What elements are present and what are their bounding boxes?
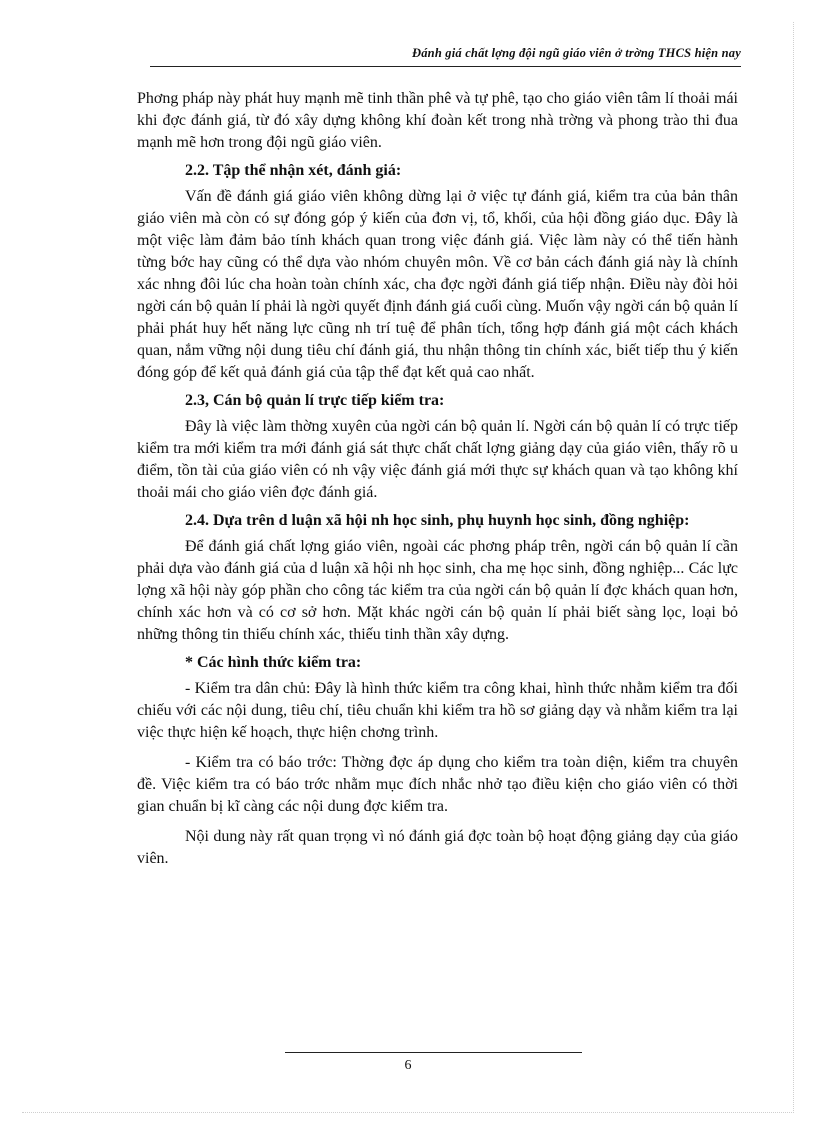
footer-divider [285, 1052, 582, 1053]
page-number: 6 [404, 1058, 412, 1073]
paragraph-7: Nội dung này rất quan trọng vì nó đánh giá đợc toàn bộ hoạt động giảng dạy của giáo viên. [137, 828, 738, 867]
heading-2-3: 2.3, Cán bộ quản lí trực tiếp kiểm tra: [185, 392, 445, 409]
paragraph-6: - Kiểm tra có báo trớc: Thờng đợc áp dụng cho kiểm tra toàn diện, kiểm tra chuyên đề. Việc kiểm tra có báo trớc nhằm mục đích nhắc nhở tạo điều kiện cho giáo viên có thời gian chuẩn bị kĩ càng các nội dung đợc kiểm tra. [137, 754, 738, 815]
heading-2-4: 2.4. Dựa trên d luận xã hội nh học sinh, phụ huynh học sinh, đồng nghiệp: [185, 512, 690, 529]
heading-2-2: 2.2. Tập thể nhận xét, đánh giá: [185, 162, 402, 179]
paragraph-5: - Kiểm tra dân chủ: Đây là hình thức kiểm tra công khai, hình thức nhằm kiểm tra đối chiếu với các nội dung, tiêu chí, tiêu chuẩn khi kiểm tra hồ sơ giảng dạy và nhằm kiểm tra lại việc thực hiện kế hoạch, thực hiện chơng trình. [137, 680, 738, 741]
paragraph-2: Vấn đề đánh giá giáo viên không dừng lại ở việc tự đánh giá, kiểm tra của bản thân giáo viên mà còn có sự đóng góp ý kiến của đơn vị, tổ, khối, của hội đồng giáo dục. Đây là một việc làm đảm bảo tính khách quan trong việc đánh giá. Việc làm này có thể tiến hành từng bớc hay cũng có thể dựa vào nhóm chuyên môn. Về cơ bản cách đánh giá này là chính xác nhng đôi lúc cha hoàn toàn chính xác, cha đợc ngời đánh giá tiếp nhận. Điều này đòi hỏi ngời cán bộ quản lí phải là ngời quyết định đánh giá cuối cùng. Muốn vậy ngời cán bộ quản lí phải phát huy hết năng lực cũng nh trí tuệ để phân tích, tổng hợp đánh giá một cách khách quan, nắm vững nội dung tiêu chí đánh giá, thu nhận thông tin chính xác, biết tiếp thu ý kiến đóng góp để kết quả đánh giá của tập thể đạt kết quả cao nhất. [137, 188, 738, 381]
running-header: Đánh giá chất lợng đội ngũ giáo viên ở trờng THCS hiện nay [150, 46, 741, 67]
paragraph-4: Để đánh giá chất lợng giáo viên, ngoài các phơng pháp trên, ngời cán bộ quản lí cần phải dựa vào đánh giá của d luận xã hội nh học sinh, cha mẹ học sinh, đồng nghiệp... Các lực lợng xã hội này góp phần cho công tác kiểm tra của ngời cán bộ quản lí đợc khách quan hơn, chính xác hơn và có cơ sở hơn. Mặt khác ngời cán bộ quản lí phải biết sàng lọc, loại bỏ những thông tin thiếu chính xác, thiếu tinh thần xây dựng. [137, 538, 738, 643]
paragraph-1: Phơng pháp này phát huy mạnh mẽ tinh thần phê và tự phê, tạo cho giáo viên tâm lí thoải mái khi đợc đánh giá, từ đó xây dựng không khí đoàn kết trong nhà trờng và phong trào thi đua mạnh mẽ hơn trong đội ngũ giáo viên. [137, 90, 738, 151]
heading-forms: * Các hình thức kiểm tra: [185, 654, 362, 671]
document-body [137, 88, 738, 870]
paragraph-3: Đây là việc làm thờng xuyên của ngời cán bộ quản lí. Ngời cán bộ quản lí có trực tiếp kiểm tra mới kiểm tra mới đánh giá sát thực chất chất lợng giảng dạy của giáo viên, thấy rõ u điểm, tồn tài của giáo viên có nh vậy việc đánh giá mới thực sự khách quan và tạo không khí thoải mái cho giáo viên đợc đánh giá. [137, 418, 738, 501]
